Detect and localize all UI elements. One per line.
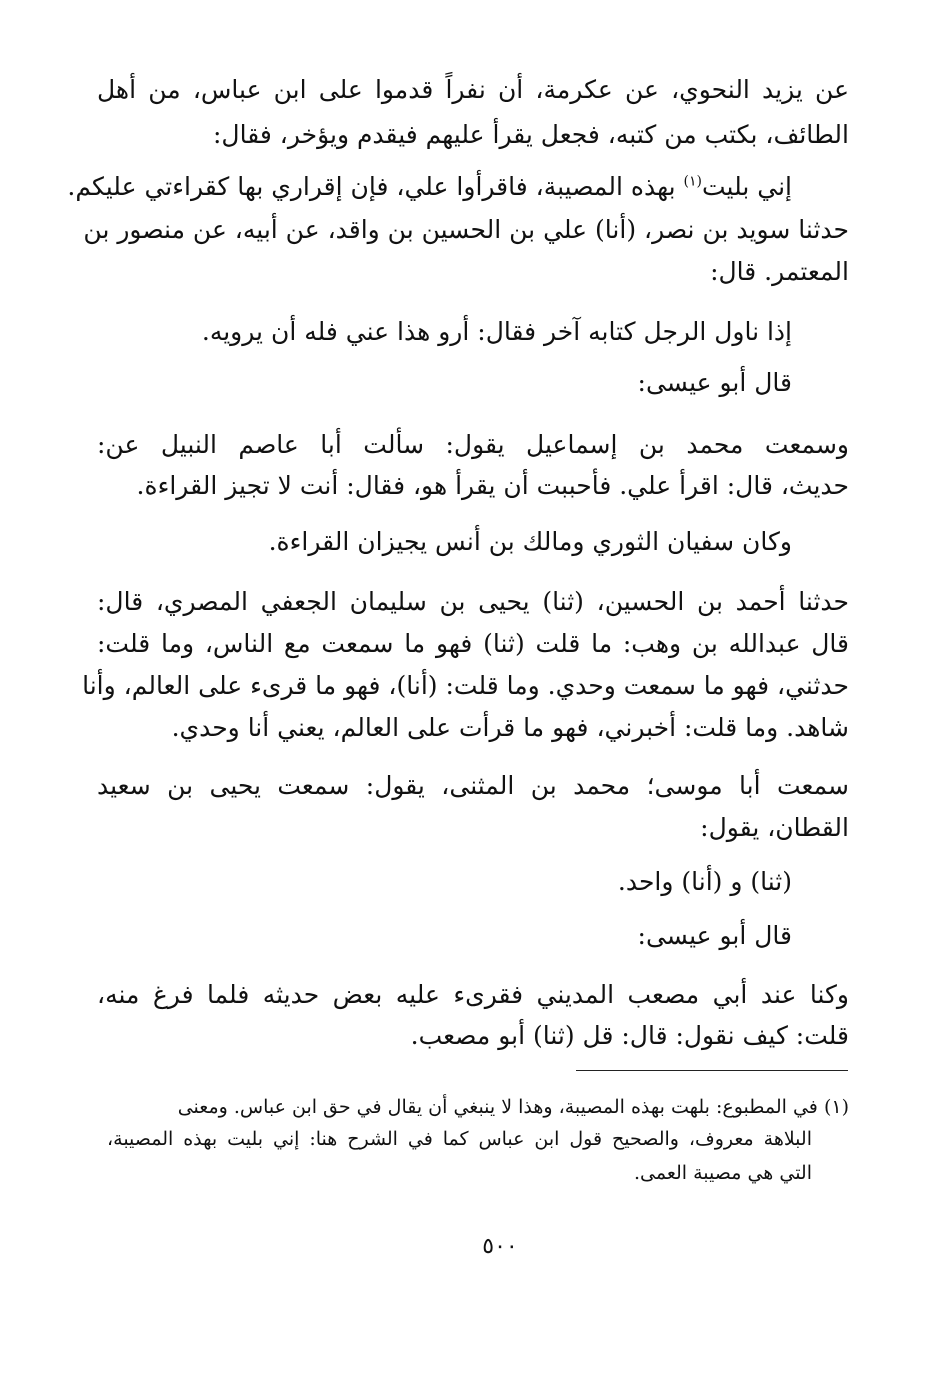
footnote-number: (١) [823, 1096, 849, 1118]
text-line: إذا ناول الرجل كتابه آخر فقال: أرو هذا عني فله أن يرويه. [201, 317, 792, 346]
text-line: عن يزيد النحوي، عن عكرمة، أن نفراً قدموا على ابن عباس، من أهل [97, 75, 849, 104]
footnote-separator [576, 1070, 848, 1071]
text-line: قال أبو عيسى: [637, 921, 792, 950]
text-line-rest: بهذه المصيبة، فاقرأوا علي، فإن إقراري بها كقراءتي عليكم. [67, 172, 676, 201]
text-line-prefix: إني بليت [701, 172, 792, 201]
text-line: شاهد. وما قلت: أخبرني، فهو ما قرأت على العالم، يعني أنا وحدي. [171, 713, 849, 742]
footnote-line [178, 1092, 849, 1122]
text-line: وسمعت محمد بن إسماعيل يقول: سألت أبا عاصم النبيل عن: [97, 430, 849, 459]
text-line: قلت: كيف نقول: قال: قل (ثنا) أبو مصعب. [410, 1021, 849, 1050]
text-line [67, 167, 792, 207]
text-line: حديث، قال: اقرأ علي. فأحببت أن يقرأ هو، فقال: أنت لا تجيز القراءة. [136, 471, 849, 500]
text-line: قال أبو عيسى: [637, 368, 792, 397]
text-line: (ثنا) و (أنا) واحد. [617, 867, 792, 896]
footnote-marker: (١) [683, 173, 702, 190]
text-line: المعتمر. قال: [710, 257, 849, 286]
footnote-line: التي هي مصيبة العمى. [633, 1162, 812, 1184]
text-line: حدثنا سويد بن نصر، (أنا) علي بن الحسين بن واقد، عن أبيه، عن منصور بن [83, 215, 849, 244]
text-line: وكنا عند أبي مصعب المديني فقرىء عليه بعض حديثه فلما فرغ منه، [97, 980, 849, 1009]
footnote-line: البلاهة معروف، والصحيح قول ابن عباس كما في الشرح هنا: إني بليت بهذه المصيبة، [107, 1128, 812, 1150]
text-line: حدثني، فهو ما سمعت وحدي. وما قلت: (أنا)، فهو ما قرىء على العالم، وأنا [82, 671, 849, 700]
footnote-text: في المطبوع: بلهت بهذه المصيبة، وهذا لا ينبغي أن يقال في حق ابن عباس. ومعنى [177, 1096, 818, 1118]
text-line: القطان، يقول: [700, 813, 849, 842]
text-line: سمعت أبا موسى؛ محمد بن المثنى، يقول: سمعت يحيى بن سعيد [97, 771, 849, 800]
page-number: ٥٠٠ [482, 1234, 518, 1259]
text-line: حدثنا أحمد بن الحسين، (ثنا) يحيى بن سليمان الجعفي المصري، قال: [97, 587, 849, 616]
text-line: وكان سفيان الثوري ومالك بن أنس يجيزان القراءة. [268, 527, 792, 556]
text-line: الطائف، بكتب من كتبه، فجعل يقرأ عليهم فيقدم ويؤخر، فقال: [213, 120, 849, 149]
text-line: قال عبدالله بن وهب: ما قلت (ثنا) فهو ما سمعت مع الناس، وما قلت: [97, 629, 849, 658]
